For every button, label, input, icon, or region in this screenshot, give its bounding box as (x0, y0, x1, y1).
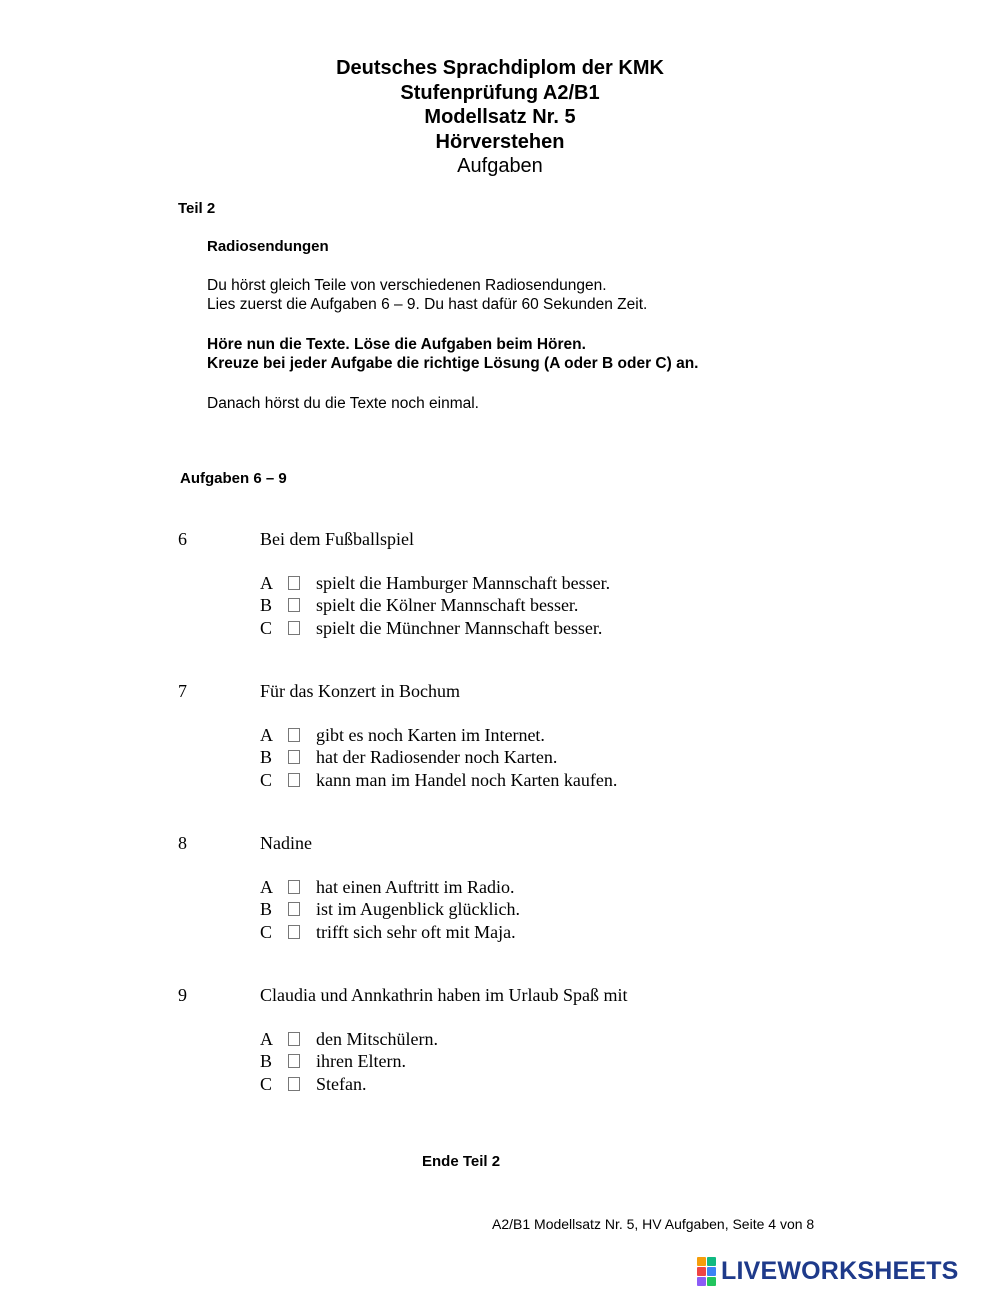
option-7b (260, 746, 557, 768)
option-text: ist im Augenblick glücklich. (316, 898, 520, 919)
option-7a (260, 724, 545, 746)
option-text: spielt die Hamburger Mannschaft besser. (316, 572, 611, 593)
instruction-line: Kreuze bei jeder Aufgabe die richtige Lösung (A oder B oder C) an. (207, 355, 699, 372)
option-6b (260, 594, 578, 616)
question-number: 9 (178, 985, 187, 1005)
logo-block (697, 1257, 706, 1266)
option-6a (260, 572, 610, 594)
instructions-repeat: Danach hörst du die Texte noch einmal. (207, 395, 479, 412)
option-text: Stefan. (316, 1073, 367, 1094)
option-text: hat der Radiosender noch Karten. (316, 746, 558, 767)
header-subtitle: Aufgaben (457, 155, 543, 177)
liveworksheets-logo[interactable] (697, 1257, 959, 1285)
option-letter: C (260, 769, 273, 790)
question-stem: Claudia und Annkathrin haben im Urlaub Spaß mit (260, 985, 628, 1005)
question-stem: Bei dem Fußballspiel (260, 529, 414, 549)
answer-checkbox[interactable] (288, 902, 300, 916)
option-letter: A (260, 1028, 273, 1049)
option-8a (260, 876, 514, 898)
logo-block (697, 1267, 706, 1276)
option-6c (260, 617, 602, 639)
answer-checkbox[interactable] (288, 728, 300, 742)
answer-checkbox[interactable] (288, 750, 300, 764)
answer-checkbox[interactable] (288, 1032, 300, 1046)
header-skill: Hörverstehen (435, 130, 565, 153)
instruction-line: Höre nun die Texte. Löse die Aufgaben beim Hören. (207, 336, 586, 353)
part-label: Teil 2 (178, 200, 216, 217)
option-letter: B (260, 594, 273, 615)
option-9c (260, 1073, 366, 1095)
tasks-title: Aufgaben 6 – 9 (180, 470, 287, 487)
option-text: den Mitschülern. (316, 1028, 438, 1049)
option-letter: C (260, 617, 273, 638)
question-number: 6 (178, 529, 187, 549)
answer-checkbox[interactable] (288, 576, 300, 590)
header-title: Deutsches Sprachdiplom der KMK (336, 57, 664, 79)
header-level: Stufenprüfung A2/B1 (400, 81, 600, 104)
answer-checkbox[interactable] (288, 925, 300, 939)
option-text: trifft sich sehr oft mit Maja. (316, 921, 516, 942)
instruction-line: Lies zuerst die Aufgaben 6 – 9. Du hast dafür 60 Sekunden Zeit. (207, 296, 648, 313)
option-letter: C (260, 921, 273, 942)
question-stem: Für das Konzert in Bochum (260, 681, 460, 701)
option-text: kann man im Handel noch Karten kaufen. (316, 769, 618, 790)
answer-checkbox[interactable] (288, 880, 300, 894)
instructions-intro (207, 276, 647, 314)
logo-block (707, 1257, 716, 1266)
logo-block (707, 1277, 716, 1286)
part-end-label: Ende Teil 2 (422, 1153, 501, 1170)
option-letter: A (260, 876, 273, 897)
option-letter: A (260, 724, 273, 745)
option-8c (260, 921, 516, 943)
option-text: gibt es noch Karten im Internet. (316, 724, 545, 745)
header-model-set: Modellsatz Nr. 5 (424, 106, 576, 128)
logo-text: LIVEWORKSHEETS (721, 1256, 959, 1285)
answer-checkbox[interactable] (288, 1077, 300, 1091)
instruction-line: Du hörst gleich Teile von verschiedenen Radiosendungen. (207, 277, 607, 294)
option-9a (260, 1028, 438, 1050)
page-footer: A2/B1 Modellsatz Nr. 5, HV Aufgaben, Seite 4 von 8 (492, 1216, 815, 1232)
answer-checkbox[interactable] (288, 598, 300, 612)
option-letter: B (260, 746, 273, 767)
option-8b (260, 898, 520, 920)
option-text: spielt die Kölner Mannschaft besser. (316, 594, 579, 615)
question-stem: Nadine (260, 833, 312, 853)
option-7c (260, 769, 617, 791)
question-number: 7 (178, 681, 187, 701)
option-letter: B (260, 1050, 273, 1071)
option-letter: B (260, 898, 273, 919)
document-header (0, 56, 1000, 179)
instructions-task (207, 335, 698, 373)
option-text: ihren Eltern. (316, 1050, 406, 1071)
answer-checkbox[interactable] (288, 773, 300, 787)
logo-blocks-icon (697, 1257, 716, 1286)
option-9b (260, 1050, 406, 1072)
option-letter: C (260, 1073, 273, 1094)
option-text: spielt die Münchner Mannschaft besser. (316, 617, 603, 638)
answer-checkbox[interactable] (288, 621, 300, 635)
option-text: hat einen Auftritt im Radio. (316, 876, 515, 897)
logo-block (697, 1277, 706, 1286)
question-number: 8 (178, 833, 187, 853)
logo-block (707, 1267, 716, 1276)
answer-checkbox[interactable] (288, 1054, 300, 1068)
option-letter: A (260, 572, 273, 593)
section-title: Radiosendungen (207, 238, 329, 255)
